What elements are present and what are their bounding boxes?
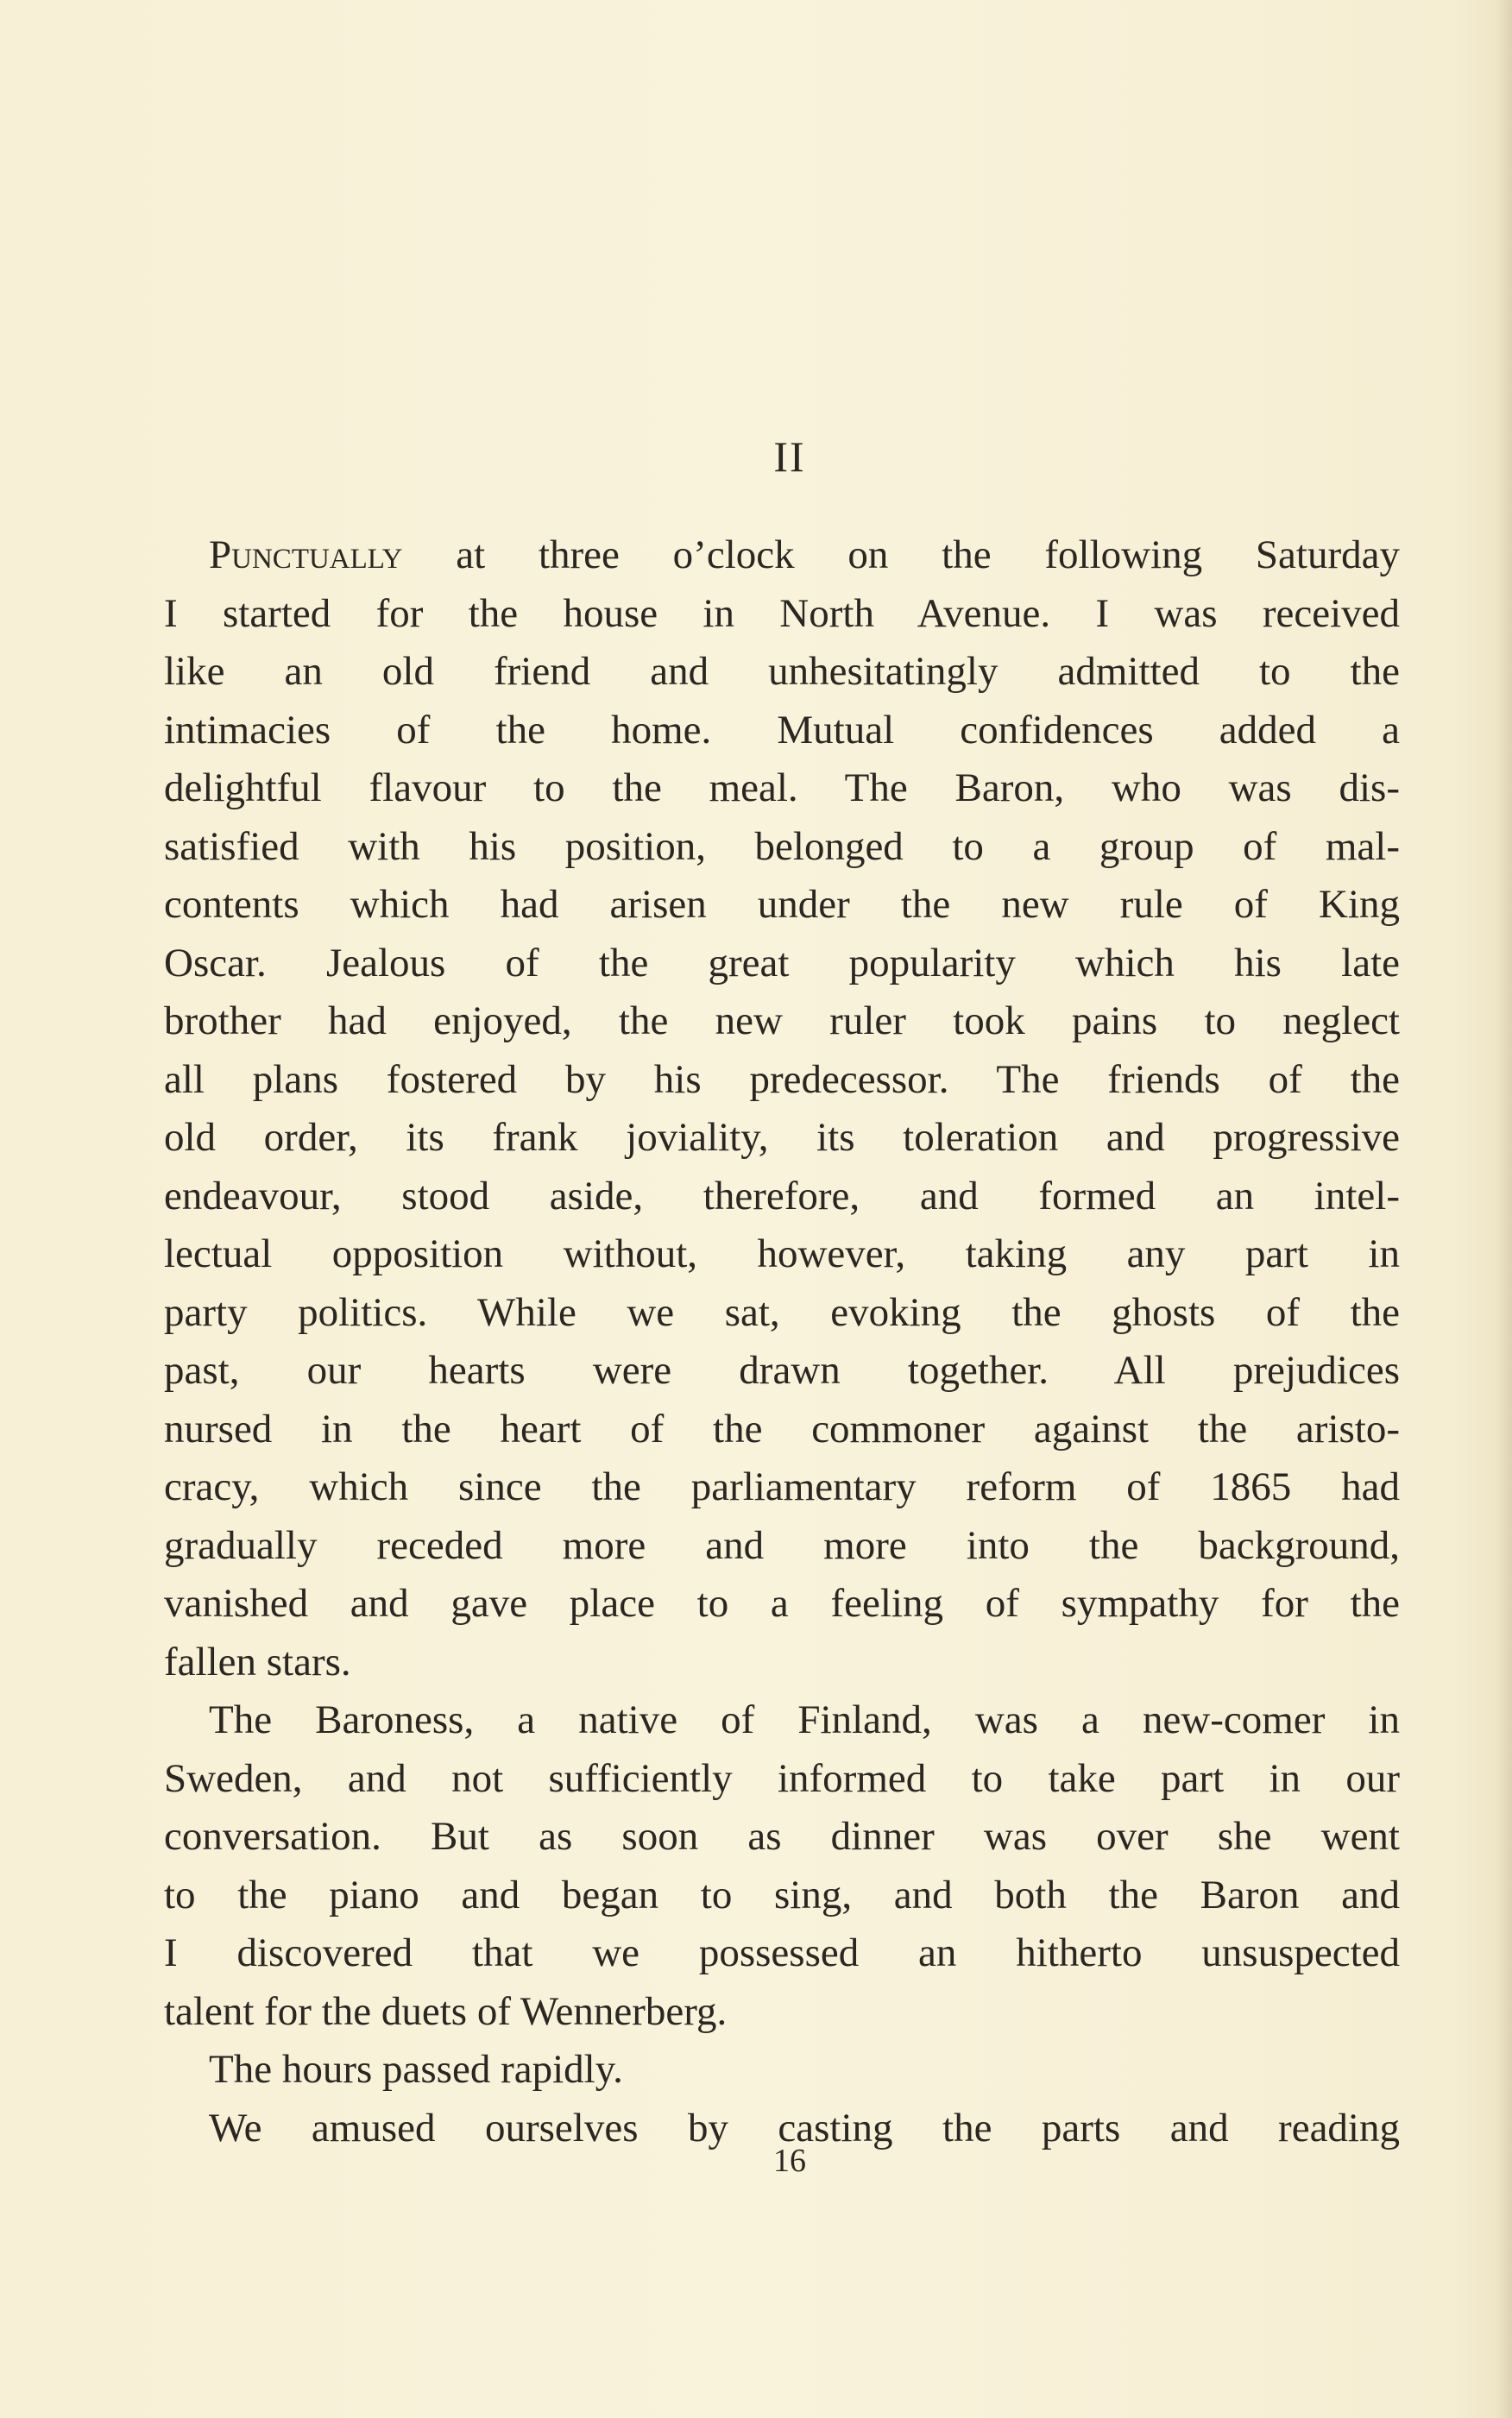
text-line: lectual opposition without, however, taking any part in <box>164 1231 1400 1276</box>
text-line <box>164 526 1400 585</box>
text-line: nursed in the heart of the commoner against the aristo- <box>164 1406 1400 1451</box>
text-line: endeavour, stood aside, therefore, and formed an intel- <box>164 1173 1400 1218</box>
text-line: vanished and gave place to a feeling of sympathy for the <box>164 1581 1400 1626</box>
text-line-content: at three o’clock on the following Saturday <box>402 532 1400 577</box>
text-line: Sweden, and not sufficiently informed to take part in our <box>164 1755 1400 1801</box>
text-line: cracy, which since the parliamentary reform of 1865 had <box>164 1464 1400 1509</box>
text-line: fallen stars. <box>164 1639 351 1684</box>
text-line: brother had enjoyed, the new ruler took pains to neglect <box>164 998 1400 1043</box>
text-line: talent for the duets of Wennerberg. <box>164 1988 728 2034</box>
text-line: gradually receded more and more into the background, <box>164 1522 1400 1568</box>
text-line: intimacies of the home. Mutual confidences added a <box>164 707 1400 752</box>
text-line: past, our hearts were drawn together. All prejudices <box>164 1348 1400 1393</box>
chapter-heading: II <box>773 432 806 481</box>
text-line: contents which had arisen under the new rule of King <box>164 882 1400 927</box>
page-edge-shadow <box>1496 0 1512 2418</box>
text-line: We amused ourselves by casting the parts and reading <box>209 2105 1400 2150</box>
text-line: to the piano and began to sing, and both the Baron and <box>164 1872 1400 1917</box>
text-line: satisfied with his position, belonged to a group of mal- <box>164 823 1400 869</box>
text-line: all plans fostered by his predecessor. The friends of the <box>164 1056 1400 1102</box>
text-line: I started for the house in North Avenue. I was received <box>164 590 1400 636</box>
text-line: party politics. While we sat, evoking the ghosts of the <box>164 1289 1400 1335</box>
text-line: old order, its frank joviality, its toleration and progressive <box>164 1115 1400 1160</box>
text-line: I discovered that we possessed an hitherto unsuspected <box>164 1930 1400 1975</box>
text-line: Oscar. Jealous of the great popularity which his late <box>164 940 1400 985</box>
text-line: conversation. But as soon as dinner was over she went <box>164 1814 1400 1859</box>
page-number: 16 <box>773 2143 806 2179</box>
text-line: The hours passed rapidly. <box>209 2047 623 2092</box>
text-line: The Baroness, a native of Finland, was a new-comer in <box>209 1697 1400 1742</box>
text-line: like an old friend and unhesitatingly admitted to the <box>164 649 1400 694</box>
opening-word: Punctually <box>209 532 403 577</box>
text-line: delightful flavour to the meal. The Baron, who was dis- <box>164 765 1400 810</box>
body-text <box>164 526 1400 2157</box>
